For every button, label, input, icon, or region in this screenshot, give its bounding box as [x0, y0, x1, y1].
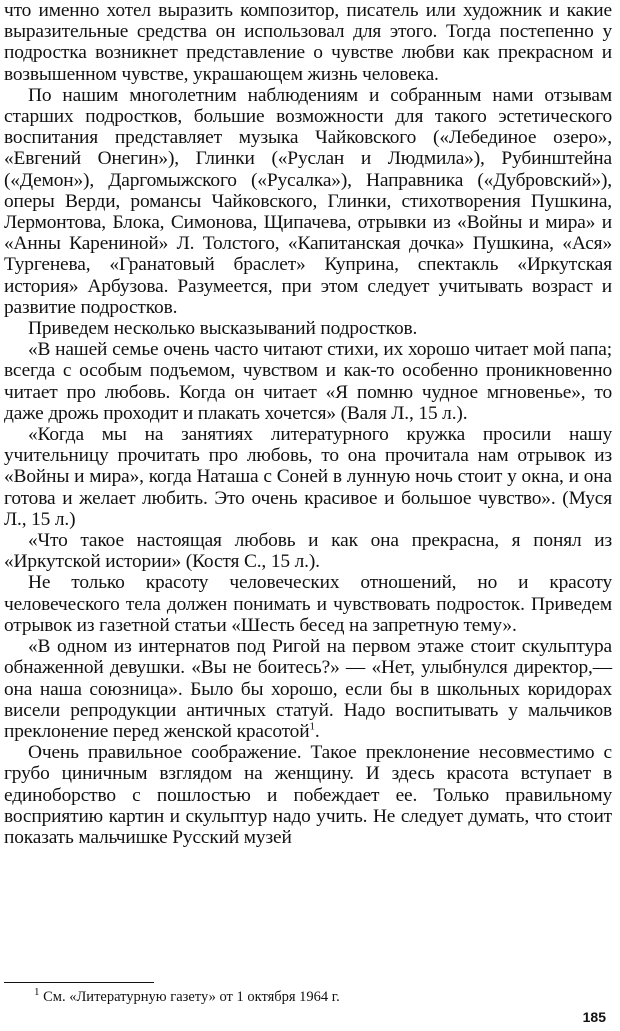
page-number: 185	[582, 1009, 606, 1025]
riga-quote-text: «В одном из интернатов под Ригой на первом этаже стоит скульптура обнаженной девушки. «Вы не боитесь?» — «Нет, улыбнулся директор,— она наша союзница». Было бы хорошо, если бы в школьных коридорах висели репродукции античных статуй. Надо воспитывать у мальчиков преклонение перед женской красотой	[4, 636, 612, 742]
paragraph-intro-quotes: Приведем несколько высказываний подростков.	[28, 318, 418, 340]
paragraph-body-beauty: Не только красоту человеческих отношений, но и красоту человеческого тела должен понимать и чувствовать подросток. Приведем отрывок из газетной статьи «Шесть бесед на запретную тему».	[4, 572, 612, 636]
footnote-reference: 1	[309, 720, 315, 733]
paragraph-conclusion: Очень правильное соображение. Такое преклонение несовместимо с грубо циничным взглядом на женщину. И здесь красота вступает в единоборство с пошлостью и побеждает ее. Только правильному восприятию картин и скульптур надо учить. Не следует думать, что стоит показать мальчишке Русский музей	[4, 742, 612, 848]
paragraph-music-literature: По нашим многолетним наблюдениям и собранным нами отзывам старших подростков, большие возможности для такого эстетического воспитания представляет музыка Чайковского («Лебединое озеро», «Евгений Онегин»), Глинки («Руслан и Людмила»), Рубинштейна («Демон»), Даргомыжского («Русалка»), Направника («Дубровский»), оперы Верди, романсы Чайковского, Глинки, стихотворения Пушкина, Лермонтова, Блока, Симонова, Щипачева, отрывки из «Войны и мира» и «Анны Карениной» Л. Толстого, «Капитанская дочка» Пушкина, «Ася» Тургенева, «Гранатовый браслет» Куприна, спектакль «Иркутская история» Арбузова. Разумеется, при этом следует учитывать возраст и развитие подростков.	[4, 84, 612, 318]
quote-musya: «Когда мы на занятиях литературного кружка просили нашу учительницу прочитать про любовь, то она прочитала нам отрывок из «Войны и мира», когда Наташа с Соней в лунную ночь стоит у окна, и она готова и желает любить. Это очень красивое и большое чувство». (Муся Л., 15 л.)	[4, 424, 612, 530]
quote-kostya: «Что такое настоящая любовь и как она прекрасна, я понял из «Иркутской истории» (Костя С., 15 л.).	[4, 530, 612, 573]
paragraph-riga-quote: «В одном из интернатов под Ригой на первом этаже стоит скульптура обнаженной девушки. «Вы не боитесь?» — «Нет, улыбнулся директор,— она наша союзница». Было бы хорошо, если бы в школьных коридорах висели репродукции античных статуй. Надо воспитывать у мальчиков преклонение перед женской красотой$^1$.	[4, 636, 612, 742]
paragraph-continuation: что именно хотел выразить композитор, писатель или художник и какие выразительные средства он использовал для этого. Тогда постепенно у подростка возникнет представление о чувстве любви как прекрасном и возвышенном чувстве, украшающем жизнь человека.	[4, 0, 612, 85]
main-text	[4, 0, 612, 848]
footnote-text: См. «Литературную газету» от 1 октября 1964 г.	[43, 989, 340, 1005]
footnote	[4, 986, 604, 1006]
footnote-mark: 1	[34, 986, 40, 999]
footnote-divider	[4, 982, 154, 983]
quote-valya: «В нашей семье очень часто читают стихи, их хорошо читает мой папа; всегда с особым подъемом, чувством и как-то особенно проникновенно читает про любовь. Когда он читает «Я помню чудное мгновенье», то даже дрожь проходит и плакать хочется» (Валя Л., 15 л.).	[4, 339, 612, 424]
